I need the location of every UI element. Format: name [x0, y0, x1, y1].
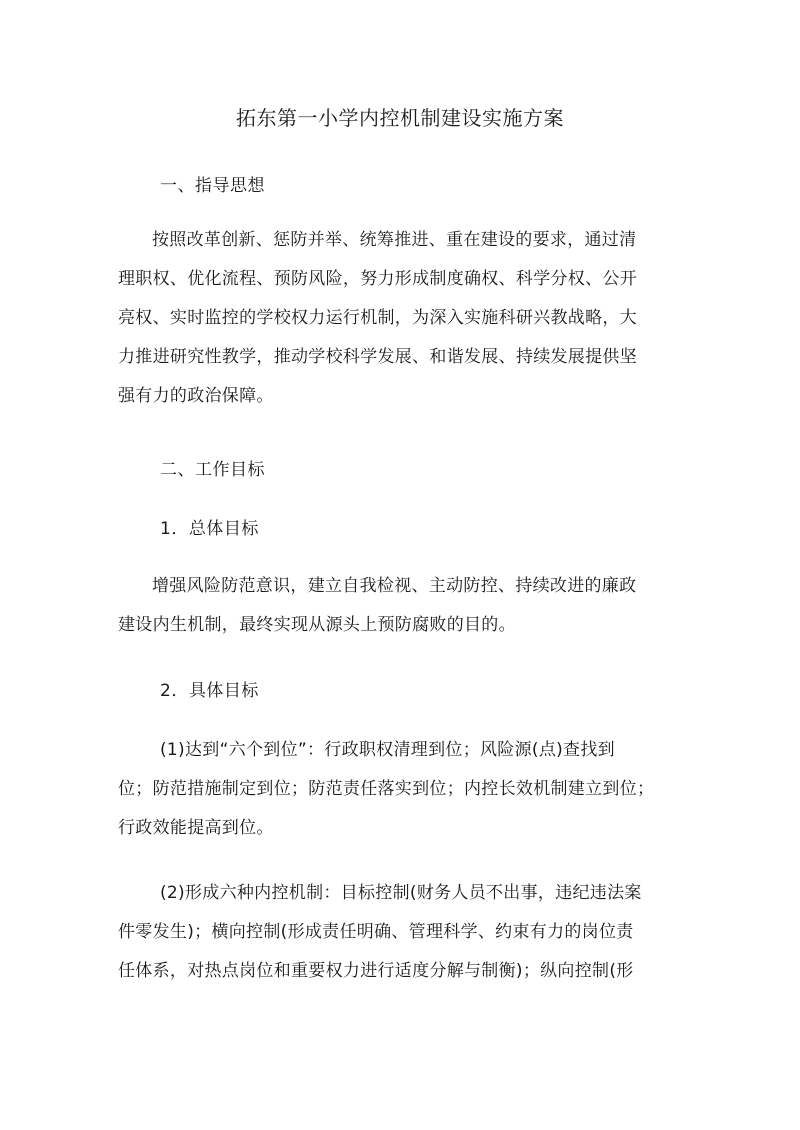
text-line: (1)达到“六个到位”：行政职权清理到位；风险源(点)查找到	[160, 740, 615, 760]
text-line: 件零发生)；横向控制(形成责任明确、管理科学、约束有力的岗位责	[118, 922, 634, 942]
text-line: 强有力的政治保障。	[118, 386, 274, 406]
text-line: (2)形成六种内控机制：目标控制(财务人员不出事，违纪违法案	[160, 883, 642, 903]
subheading-overall-goal: 1．总体目标	[160, 519, 259, 539]
text-line: 位；防范措施制定到位；防范责任落实到位；内控长效机制建立到位；	[118, 779, 655, 799]
text-line: 理职权、优化流程、预防风险，努力形成制度确权、科学分权、公开	[118, 269, 637, 289]
section-heading-work-goals: 二、工作目标	[160, 460, 265, 480]
text-line: 任体系，对热点岗位和重要权力进行适度分解与制衡)；纵向控制(形	[118, 961, 634, 981]
text-line: 按照改革创新、惩防并举、统筹推进、重在建设的要求，通过清	[152, 230, 637, 250]
paragraph-overall-goal	[118, 567, 688, 645]
paragraph-specific-goal-2	[118, 874, 688, 991]
text-line: 行政效能提高到位。	[118, 818, 274, 838]
text-line: 亮权、实时监控的学校权力运行机制，为深入实施科研兴教战略，大	[118, 308, 637, 328]
document-title: 拓东第一小学内控机制建设实施方案	[236, 106, 564, 130]
text-line: 建设内生机制，最终实现从源头上预防腐败的目的。	[118, 615, 516, 635]
text-line: 增强风险防范意识，建立自我检视、主动防控、持续改进的廉政	[152, 576, 637, 596]
paragraph-guiding-ideology	[118, 221, 688, 416]
subheading-specific-goals: 2．具体目标	[160, 681, 259, 701]
paragraph-specific-goal-1	[118, 731, 688, 848]
section-heading-guiding-ideology: 一、指导思想	[160, 176, 265, 196]
text-line: 力推进研究性教学，推动学校科学发展、和谐发展、持续发展提供坚	[118, 347, 637, 367]
